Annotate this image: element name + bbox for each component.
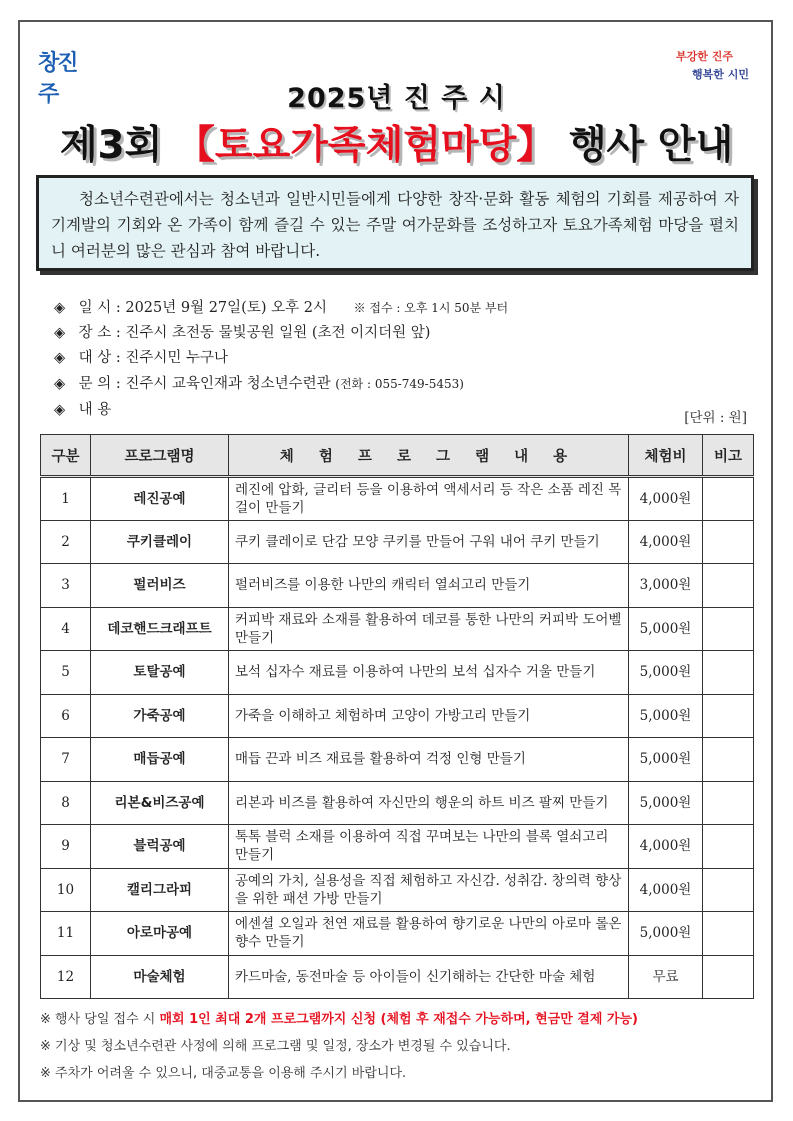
row-name: 매듭공예 xyxy=(91,738,229,782)
title-prefix: 제3회 xyxy=(59,123,163,168)
row-no: 5 xyxy=(41,651,91,695)
notes-section xyxy=(40,1006,638,1087)
info-date xyxy=(54,296,508,317)
row-note xyxy=(703,825,754,869)
info-contact xyxy=(54,372,464,393)
info-target xyxy=(54,346,228,367)
diamond-icon: ◈ xyxy=(54,350,66,366)
table-row xyxy=(41,564,754,608)
row-name: 토탈공예 xyxy=(91,651,229,695)
row-desc: 매듭 끈과 비즈 재료를 활용하여 걱정 인형 만들기 xyxy=(229,738,629,782)
row-no: 1 xyxy=(41,477,91,521)
row-name: 아로마공예 xyxy=(91,912,229,956)
row-fee: 5,000원 xyxy=(629,607,703,651)
row-note xyxy=(703,955,754,999)
diamond-icon: ◈ xyxy=(54,325,66,341)
row-desc: 레진에 압화, 글리터 등을 이용하여 액세서리 등 작은 소품 레진 목걸이 만들기 xyxy=(229,477,629,521)
row-no: 6 xyxy=(41,694,91,738)
row-no: 3 xyxy=(41,564,91,608)
info-contact-phone: (전화 : 055-749-5453) xyxy=(335,377,464,391)
info-date-note: ※ 접수 : 오후 1시 50분 부터 xyxy=(353,301,509,315)
header-no: 구분 xyxy=(41,435,91,477)
info-contact-value: 진주시 교육인재과 청소년수련관 xyxy=(125,376,331,392)
row-note xyxy=(703,477,754,521)
header-fee: 체험비 xyxy=(629,435,703,477)
note-line2: ※ 기상 및 청소년수련관 사정에 의해 프로그램 및 일정, 장소가 변경될 수 있습니다. xyxy=(40,1039,511,1054)
slogan-line2: 행복한 시민 xyxy=(692,68,749,81)
table-row xyxy=(41,477,754,521)
table-row xyxy=(41,781,754,825)
program-table xyxy=(40,434,754,999)
row-name: 펄러비즈 xyxy=(91,564,229,608)
info-content xyxy=(54,398,111,419)
page-title xyxy=(0,114,793,170)
row-desc: 쿠키 클레이로 단감 모양 쿠키를 만들어 구워 내어 쿠키 만들기 xyxy=(229,520,629,564)
info-target-label: 대 상 : xyxy=(78,350,121,366)
table-row xyxy=(41,520,754,564)
note-line1 xyxy=(40,1006,638,1033)
row-fee: 5,000원 xyxy=(629,694,703,738)
row-name: 캘리그라피 xyxy=(91,868,229,912)
row-fee: 5,000원 xyxy=(629,912,703,956)
row-fee: 4,000원 xyxy=(629,825,703,869)
row-note xyxy=(703,738,754,782)
row-no: 10 xyxy=(41,868,91,912)
row-name: 가죽공예 xyxy=(91,694,229,738)
table-row xyxy=(41,825,754,869)
row-note xyxy=(703,607,754,651)
row-desc: 커피박 재료와 소재를 활용하여 데코를 통한 나만의 커피박 도어벨 만들기 xyxy=(229,607,629,651)
row-no: 2 xyxy=(41,520,91,564)
slogan-line1: 부강한 진주 xyxy=(676,50,733,63)
title-suffix: 행사 안내 xyxy=(568,123,734,168)
table-row xyxy=(41,694,754,738)
header-name: 프로그램명 xyxy=(91,435,229,477)
row-note xyxy=(703,912,754,956)
table-row xyxy=(41,738,754,782)
row-note xyxy=(703,520,754,564)
note-line1-highlight: 매회 1인 최대 2개 프로그램까지 신청 (체험 후 재접수 가능하며, 현금만 결제 가능) xyxy=(159,1012,638,1027)
title-highlight: 【토요가족체험마당】 xyxy=(175,123,556,168)
row-desc: 보석 십자수 재료를 이용하여 나만의 보석 십자수 거울 만들기 xyxy=(229,651,629,695)
row-desc: 펄러비즈를 이용한 나만의 캐릭터 열쇠고리 만들기 xyxy=(229,564,629,608)
row-no: 7 xyxy=(41,738,91,782)
row-note xyxy=(703,781,754,825)
row-name: 마술체험 xyxy=(91,955,229,999)
row-note xyxy=(703,694,754,738)
row-fee: 4,000원 xyxy=(629,868,703,912)
row-no: 11 xyxy=(41,912,91,956)
info-target-value: 진주시민 누구나 xyxy=(125,350,229,366)
row-fee: 5,000원 xyxy=(629,738,703,782)
intro-box: 청소년수련관에서는 청소년과 일반시민들에게 다양한 창작·문화 활동 체험의 기회를 제공하여 자기계발의 기회와 온 가족이 함께 즐길 수 있는 주말 여가문화를 조성하고자 토요가족체험 마당을 펼치니 여러분의 많은 관심과 참여 바랍니다. xyxy=(36,175,754,271)
note-line1-prefix: ※ 행사 당일 접수 시 xyxy=(40,1012,156,1027)
row-fee: 4,000원 xyxy=(629,477,703,521)
table-row xyxy=(41,912,754,956)
info-place-value: 진주시 초전동 물빛공원 일원 (초전 이지더원 앞) xyxy=(125,325,431,341)
info-contact-label: 문 의 : xyxy=(78,376,121,392)
note-line3: ※ 주차가 어려울 수 있으니, 대중교통을 이용해 주시기 바랍니다. xyxy=(40,1066,407,1081)
info-date-label: 일 시 : xyxy=(78,300,121,316)
row-name: 블럭공예 xyxy=(91,825,229,869)
row-fee: 무료 xyxy=(629,955,703,999)
row-name: 쿠키클레이 xyxy=(91,520,229,564)
table-row xyxy=(41,868,754,912)
row-no: 8 xyxy=(41,781,91,825)
row-desc: 공예의 가치, 실용성을 직접 체험하고 자신감. 성취감. 창의력 향상을 위한 패션 가방 만들기 xyxy=(229,868,629,912)
row-note xyxy=(703,564,754,608)
row-desc: 가죽을 이해하고 체험하며 고양이 가방고리 만들기 xyxy=(229,694,629,738)
title-year: 2025년 진 주 시 xyxy=(287,83,506,114)
header-content: 체 험 프 로 그 램 내 용 xyxy=(229,435,629,477)
header-note: 비고 xyxy=(703,435,754,477)
info-date-value: 2025년 9월 27일(토) 오후 2시 xyxy=(125,300,327,316)
row-fee: 5,000원 xyxy=(629,781,703,825)
row-no: 9 xyxy=(41,825,91,869)
logo-mark: 창진주 xyxy=(38,51,77,107)
info-place xyxy=(54,321,430,342)
row-name: 레진공예 xyxy=(91,477,229,521)
diamond-icon: ◈ xyxy=(54,402,66,418)
table-row xyxy=(41,607,754,651)
diamond-icon: ◈ xyxy=(54,376,66,392)
row-name: 리본&비즈공예 xyxy=(91,781,229,825)
diamond-icon: ◈ xyxy=(54,300,66,316)
unit-label: [단위 : 원] xyxy=(684,410,747,426)
row-no: 12 xyxy=(41,955,91,999)
table-header-row xyxy=(41,435,754,477)
table-row xyxy=(41,651,754,695)
info-content-label: 내 용 xyxy=(78,402,112,418)
row-desc: 카드마술, 동전마술 등 아이들이 신기해하는 간단한 마술 체험 xyxy=(229,955,629,999)
row-name: 데코핸드크래프트 xyxy=(91,607,229,651)
row-desc: 에센셜 오일과 천연 재료를 활용하여 향기로운 나만의 아로마 롤온 향수 만들기 xyxy=(229,912,629,956)
row-no: 4 xyxy=(41,607,91,651)
row-fee: 3,000원 xyxy=(629,564,703,608)
row-desc: 톡톡 블럭 소재를 이용하여 직접 꾸며보는 나만의 블록 열쇠고리 만들기 xyxy=(229,825,629,869)
row-note xyxy=(703,651,754,695)
row-note xyxy=(703,868,754,912)
table-row xyxy=(41,955,754,999)
row-fee: 5,000원 xyxy=(629,651,703,695)
info-place-label: 장 소 : xyxy=(78,325,121,341)
row-fee: 4,000원 xyxy=(629,520,703,564)
row-desc: 리본과 비즈를 활용하여 자신만의 행운의 하트 비즈 팔찌 만들기 xyxy=(229,781,629,825)
